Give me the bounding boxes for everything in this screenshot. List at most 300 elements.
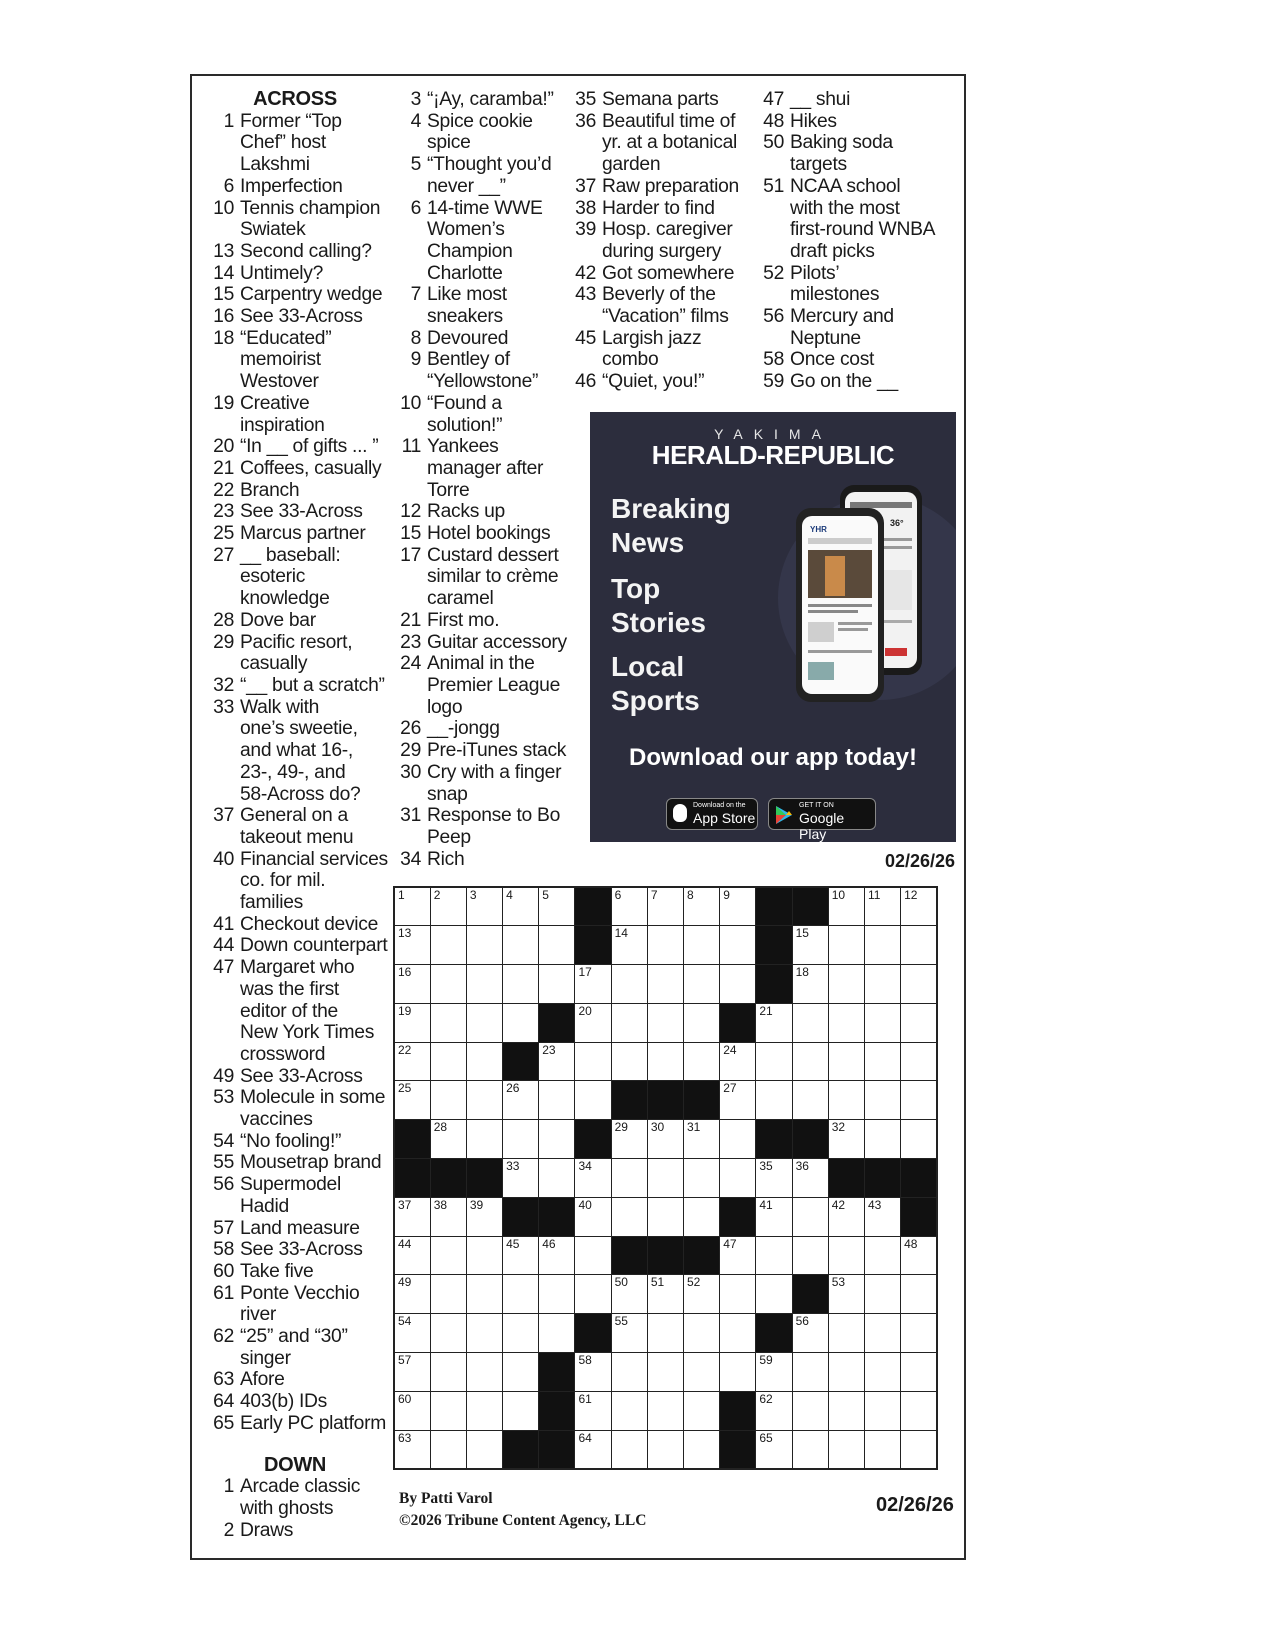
grid-square[interactable]	[828, 1430, 864, 1469]
grid-square[interactable]	[539, 1042, 575, 1081]
grid-square[interactable]	[792, 965, 828, 1004]
grid-square[interactable]	[575, 1159, 611, 1198]
across-clues-column	[200, 89, 390, 1541]
clue-item	[200, 1174, 390, 1217]
grid-row	[394, 1120, 937, 1159]
grid-square[interactable]	[720, 887, 756, 926]
grid-square[interactable]	[901, 1081, 937, 1120]
crossword-grid[interactable]	[393, 886, 938, 1470]
square-number: 6	[614, 888, 622, 902]
block-square	[611, 1236, 647, 1275]
grid-square[interactable]	[503, 887, 539, 926]
clue-text-line: Tennis champion	[240, 197, 381, 219]
block-square	[394, 1120, 430, 1159]
grid-square[interactable]	[539, 965, 575, 1004]
grid-square[interactable]	[647, 1391, 683, 1430]
grid-square[interactable]	[539, 1314, 575, 1353]
clue-item	[200, 1476, 390, 1519]
clue-item	[387, 805, 587, 848]
clue-item	[562, 219, 762, 262]
grid-square[interactable]	[828, 1275, 864, 1314]
clue-item	[200, 1131, 390, 1153]
grid-square[interactable]	[575, 1003, 611, 1042]
grid-square[interactable]	[394, 1275, 430, 1314]
grid-square[interactable]	[430, 1430, 466, 1469]
clue-text-line: takeout menu	[240, 826, 354, 848]
clue-text-line: Pacific resort,	[240, 631, 353, 653]
grid-square[interactable]	[647, 926, 683, 965]
grid-square[interactable]	[611, 1159, 647, 1198]
grid-square[interactable]	[756, 1236, 792, 1275]
grid-square[interactable]	[684, 1042, 720, 1081]
clue-text-line: Cry with a finger	[427, 761, 562, 783]
clue-text-line: first-round WNBA	[790, 219, 936, 241]
grid-square[interactable]	[503, 1120, 539, 1159]
grid-square[interactable]	[828, 1081, 864, 1120]
grid-square[interactable]	[430, 1275, 466, 1314]
grid-square[interactable]	[792, 1353, 828, 1392]
grid-square[interactable]	[684, 1003, 720, 1042]
grid-square[interactable]	[611, 1391, 647, 1430]
grid-square[interactable]	[430, 1353, 466, 1392]
grid-square[interactable]	[611, 1003, 647, 1042]
grid-square[interactable]	[611, 965, 647, 1004]
square-number: 24	[723, 1042, 737, 1057]
grid-square[interactable]	[792, 1197, 828, 1236]
grid-square[interactable]	[828, 965, 864, 1004]
grid-square[interactable]	[611, 1275, 647, 1314]
grid-square[interactable]	[430, 887, 466, 926]
grid-square[interactable]	[394, 1003, 430, 1042]
grid-square[interactable]	[575, 1430, 611, 1469]
grid-square[interactable]	[647, 965, 683, 1004]
grid-square[interactable]	[901, 926, 937, 965]
phone-mockup-image	[740, 480, 956, 720]
square-number: 19	[398, 1003, 412, 1018]
clue-text-line: Animal in the	[427, 653, 535, 675]
clue-number: 47	[213, 957, 234, 979]
grid-square[interactable]	[394, 1430, 430, 1469]
grid-square[interactable]	[611, 1430, 647, 1469]
clue-text-line: Largish jazz	[602, 327, 702, 349]
grid-square[interactable]	[394, 1197, 430, 1236]
grid-square[interactable]	[901, 965, 937, 1004]
grid-square[interactable]	[901, 1353, 937, 1392]
grid-square[interactable]	[901, 887, 937, 926]
down-header: DOWN	[263, 1453, 327, 1476]
grid-square[interactable]	[647, 1120, 683, 1159]
grid-square[interactable]	[466, 1197, 502, 1236]
square-number: 60	[398, 1391, 412, 1406]
clue-item	[387, 111, 587, 154]
grid-square[interactable]	[539, 1081, 575, 1120]
grid-square[interactable]	[756, 1003, 792, 1042]
grid-square[interactable]	[901, 1275, 937, 1314]
grid-square[interactable]	[575, 1353, 611, 1392]
clue-number: 18	[213, 327, 234, 349]
clue-item	[200, 914, 390, 936]
grid-square[interactable]	[611, 1120, 647, 1159]
grid-square[interactable]	[828, 1314, 864, 1353]
grid-square[interactable]	[503, 1353, 539, 1392]
grid-square[interactable]	[828, 1042, 864, 1081]
grid-square[interactable]	[828, 1236, 864, 1275]
down-clues-column-3	[562, 89, 762, 393]
grid-row	[394, 1042, 937, 1081]
clue-text-line: Walk with	[240, 696, 320, 718]
grid-row	[394, 887, 937, 926]
grid-square[interactable]	[466, 965, 502, 1004]
square-number: 51	[650, 1275, 665, 1290]
grid-square[interactable]	[647, 1314, 683, 1353]
grid-square[interactable]	[539, 1159, 575, 1198]
grid-square[interactable]	[647, 887, 683, 926]
grid-square[interactable]	[720, 1236, 756, 1275]
app-store-label: App Store	[693, 810, 756, 826]
block-square	[720, 1430, 756, 1469]
grid-square[interactable]	[466, 1120, 502, 1159]
clue-number: 29	[400, 740, 421, 762]
square-number: 36	[795, 1159, 809, 1174]
grid-square[interactable]	[539, 887, 575, 926]
grid-square[interactable]	[611, 926, 647, 965]
grid-square[interactable]	[503, 1314, 539, 1353]
grid-square[interactable]	[684, 1159, 720, 1198]
block-square	[901, 1159, 937, 1198]
clue-item	[387, 762, 587, 805]
clue-item	[200, 523, 390, 545]
grid-square[interactable]	[756, 1353, 792, 1392]
grid-square[interactable]	[466, 1003, 502, 1042]
clue-item	[562, 89, 762, 111]
square-number: 29	[614, 1120, 628, 1135]
grid-square[interactable]	[466, 926, 502, 965]
grid-square[interactable]	[647, 1159, 683, 1198]
grid-square[interactable]	[503, 1236, 539, 1275]
grid-square[interactable]	[430, 1042, 466, 1081]
grid-square[interactable]	[430, 1236, 466, 1275]
grid-square[interactable]	[756, 1159, 792, 1198]
grid-square[interactable]	[864, 1391, 900, 1430]
grid-square[interactable]	[575, 1197, 611, 1236]
grid-square[interactable]	[647, 1042, 683, 1081]
grid-square[interactable]	[901, 1314, 937, 1353]
grid-square[interactable]	[684, 887, 720, 926]
google-play-small-label: GET IT ON	[799, 802, 834, 809]
grid-square[interactable]	[684, 1314, 720, 1353]
grid-square[interactable]	[792, 1391, 828, 1430]
block-square	[647, 1236, 683, 1275]
grid-square[interactable]	[901, 1391, 937, 1430]
grid-square[interactable]	[430, 1120, 466, 1159]
clue-item	[200, 111, 390, 176]
clue-text-line: Neptune	[790, 327, 861, 349]
clue-number: 39	[575, 219, 596, 241]
grid-square[interactable]	[430, 926, 466, 965]
block-square	[575, 926, 611, 965]
clue-item	[562, 328, 762, 371]
grid-square[interactable]	[503, 1081, 539, 1120]
clue-number: 37	[575, 175, 596, 197]
grid-square[interactable]	[864, 1430, 900, 1469]
grid-square[interactable]	[864, 1003, 900, 1042]
grid-square[interactable]	[611, 1353, 647, 1392]
square-number: 9	[723, 888, 730, 902]
clue-item	[562, 111, 762, 176]
grid-square[interactable]	[720, 1120, 756, 1159]
grid-square[interactable]	[684, 1353, 720, 1392]
grid-square[interactable]	[864, 1353, 900, 1392]
grid-square[interactable]	[430, 1391, 466, 1430]
grid-square[interactable]	[864, 1197, 900, 1236]
grid-square[interactable]	[503, 926, 539, 965]
grid-square[interactable]	[611, 1042, 647, 1081]
grid-square[interactable]	[503, 965, 539, 1004]
grid-square[interactable]	[828, 926, 864, 965]
grid-square[interactable]	[394, 1314, 430, 1353]
square-number: 33	[506, 1159, 520, 1174]
clue-text-line: Once cost	[790, 349, 875, 371]
clue-text-line: Ponte Vecchio	[240, 1282, 360, 1304]
grid-square[interactable]	[611, 1314, 647, 1353]
grid-square[interactable]	[466, 1275, 502, 1314]
grid-square[interactable]	[394, 965, 430, 1004]
grid-square[interactable]	[647, 1430, 683, 1469]
grid-square[interactable]	[828, 887, 864, 926]
square-number: 23	[542, 1042, 556, 1057]
grid-square[interactable]	[901, 1236, 937, 1275]
clue-text-line: Arcade classic	[240, 1476, 361, 1498]
grid-square[interactable]	[901, 1430, 937, 1469]
grid-square[interactable]	[720, 1314, 756, 1353]
square-number: 7	[650, 888, 658, 902]
grid-square[interactable]	[394, 887, 430, 926]
grid-square[interactable]	[684, 1197, 720, 1236]
grid-row	[394, 1353, 937, 1392]
grid-square[interactable]	[720, 965, 756, 1004]
grid-square[interactable]	[864, 1275, 900, 1314]
clue-number: 20	[213, 436, 234, 458]
grid-square[interactable]	[611, 887, 647, 926]
grid-square[interactable]	[430, 1081, 466, 1120]
grid-square[interactable]	[828, 1353, 864, 1392]
grid-square[interactable]	[394, 1081, 430, 1120]
clue-item	[200, 306, 390, 328]
grid-square[interactable]	[864, 1236, 900, 1275]
grid-square[interactable]	[756, 1391, 792, 1430]
grid-square[interactable]	[684, 1391, 720, 1430]
clue-number: 46	[575, 371, 596, 393]
grid-square[interactable]	[684, 926, 720, 965]
clue-number: 56	[213, 1174, 234, 1196]
grid-square[interactable]	[575, 1236, 611, 1275]
grid-square[interactable]	[430, 1197, 466, 1236]
grid-square[interactable]	[647, 1353, 683, 1392]
clue-number: 64	[213, 1391, 234, 1413]
clue-item	[750, 176, 960, 263]
grid-square[interactable]	[720, 1353, 756, 1392]
clue-text-line: “Vacation” films	[602, 306, 729, 328]
grid-square[interactable]	[864, 1314, 900, 1353]
clue-text-line: Afore	[240, 1369, 285, 1391]
square-number: 3	[469, 888, 477, 902]
grid-square[interactable]	[684, 1430, 720, 1469]
grid-square[interactable]	[720, 1042, 756, 1081]
grid-square[interactable]	[756, 1081, 792, 1120]
clue-number: 10	[400, 392, 421, 414]
grid-square[interactable]	[864, 1042, 900, 1081]
grid-square[interactable]	[503, 1003, 539, 1042]
block-square	[430, 1159, 466, 1198]
grid-square[interactable]	[539, 1275, 575, 1314]
clue-text-line: Hikes	[790, 110, 837, 132]
grid-square[interactable]	[901, 1042, 937, 1081]
grid-square[interactable]	[828, 1120, 864, 1159]
grid-square[interactable]	[684, 1275, 720, 1314]
square-number: 27	[723, 1081, 737, 1096]
clue-number: 21	[400, 609, 421, 631]
grid-row	[394, 1430, 937, 1469]
grid-square[interactable]	[792, 1003, 828, 1042]
grid-square[interactable]	[466, 1353, 502, 1392]
grid-square[interactable]	[720, 1081, 756, 1120]
grid-square[interactable]	[394, 1042, 430, 1081]
grid-square[interactable]	[575, 1275, 611, 1314]
square-number: 55	[614, 1314, 628, 1329]
grid-square[interactable]	[756, 1275, 792, 1314]
grid-square[interactable]	[864, 887, 900, 926]
clue-text-line: Semana parts	[602, 89, 719, 110]
grid-square[interactable]	[828, 1003, 864, 1042]
square-number: 25	[398, 1081, 412, 1096]
grid-square[interactable]	[503, 1159, 539, 1198]
grid-square[interactable]	[503, 1391, 539, 1430]
grid-square[interactable]	[466, 1430, 502, 1469]
grid-square[interactable]	[539, 1120, 575, 1159]
grid-square[interactable]	[901, 1003, 937, 1042]
grid-square[interactable]	[466, 1391, 502, 1430]
clue-text-line: similar to crème	[427, 566, 559, 588]
block-square	[539, 1003, 575, 1042]
grid-square[interactable]	[647, 1197, 683, 1236]
clue-text-line: Bentley of	[427, 349, 510, 371]
clue-number: 62	[213, 1326, 234, 1348]
block-square	[901, 1197, 937, 1236]
app-store-small-label: Download on the	[693, 802, 746, 809]
grid-square[interactable]	[466, 1042, 502, 1081]
clue-item	[387, 436, 587, 501]
block-square	[575, 887, 611, 926]
block-square	[539, 1197, 575, 1236]
grid-square[interactable]	[575, 1042, 611, 1081]
grid-square[interactable]	[684, 965, 720, 1004]
clue-text-line: Westover	[240, 371, 319, 393]
clue-number: 33	[213, 696, 234, 718]
grid-square[interactable]	[430, 1003, 466, 1042]
grid-square[interactable]	[647, 1275, 683, 1314]
clue-text-line: __ baseball:	[240, 544, 341, 566]
grid-square[interactable]	[394, 1391, 430, 1430]
grid-square[interactable]	[792, 1314, 828, 1353]
clue-text-line: Chef” host	[240, 132, 326, 154]
grid-square[interactable]	[792, 926, 828, 965]
grid-square[interactable]	[756, 1197, 792, 1236]
clue-number: 31	[400, 805, 421, 827]
grid-square[interactable]	[792, 1159, 828, 1198]
grid-square[interactable]	[394, 1353, 430, 1392]
grid-square[interactable]	[792, 1430, 828, 1469]
clue-item	[387, 632, 587, 654]
grid-square[interactable]	[864, 965, 900, 1004]
square-number: 52	[687, 1275, 701, 1290]
square-number: 5	[542, 888, 549, 902]
grid-square[interactable]	[430, 965, 466, 1004]
grid-square[interactable]	[575, 1391, 611, 1430]
grid-square[interactable]	[647, 1003, 683, 1042]
clue-text-line: Rich	[427, 848, 465, 870]
grid-square[interactable]	[792, 1042, 828, 1081]
grid-square[interactable]	[792, 1081, 828, 1120]
herald-republic-app-ad[interactable]	[590, 412, 956, 842]
grid-square[interactable]	[430, 1314, 466, 1353]
clue-item	[200, 697, 390, 806]
grid-square[interactable]	[720, 926, 756, 965]
grid-square[interactable]	[828, 1197, 864, 1236]
grid-square[interactable]	[466, 1236, 502, 1275]
clue-item	[562, 198, 762, 220]
grid-square[interactable]	[720, 1159, 756, 1198]
square-number: 15	[795, 926, 809, 941]
grid-square[interactable]	[828, 1391, 864, 1430]
square-number: 44	[398, 1236, 412, 1251]
block-square	[864, 1159, 900, 1198]
grid-square[interactable]	[792, 1236, 828, 1275]
grid-square[interactable]	[575, 965, 611, 1004]
app-store-button[interactable]	[666, 798, 758, 830]
grid-square[interactable]	[864, 926, 900, 965]
grid-row	[394, 1003, 937, 1042]
clue-item	[750, 263, 960, 306]
grid-square[interactable]	[466, 1081, 502, 1120]
grid-square[interactable]	[394, 926, 430, 965]
clue-text-line: First mo.	[427, 609, 500, 631]
grid-square[interactable]	[864, 1081, 900, 1120]
grid-square[interactable]	[394, 1236, 430, 1275]
grid-square[interactable]	[575, 1081, 611, 1120]
grid-square[interactable]	[539, 1236, 575, 1275]
clue-item	[200, 501, 390, 523]
block-square	[720, 1197, 756, 1236]
square-number: 45	[506, 1236, 520, 1251]
grid-square[interactable]	[756, 1430, 792, 1469]
clue-text-line: 23-, 49-, and	[240, 761, 346, 783]
grid-square[interactable]	[901, 1120, 937, 1159]
grid-square[interactable]	[756, 1042, 792, 1081]
puzzle-date-bottom: 02/26/26	[876, 1494, 954, 1516]
grid-square[interactable]	[539, 926, 575, 965]
grid-square[interactable]	[466, 887, 502, 926]
grid-square[interactable]	[720, 1275, 756, 1314]
grid-square[interactable]	[684, 1120, 720, 1159]
grid-square[interactable]	[503, 1275, 539, 1314]
clue-item	[387, 349, 587, 392]
grid-square[interactable]	[466, 1314, 502, 1353]
google-play-button[interactable]	[768, 798, 876, 842]
clue-number: 6	[223, 175, 234, 197]
grid-square[interactable]	[611, 1197, 647, 1236]
grid-square[interactable]	[864, 1120, 900, 1159]
clue-item	[200, 935, 390, 957]
